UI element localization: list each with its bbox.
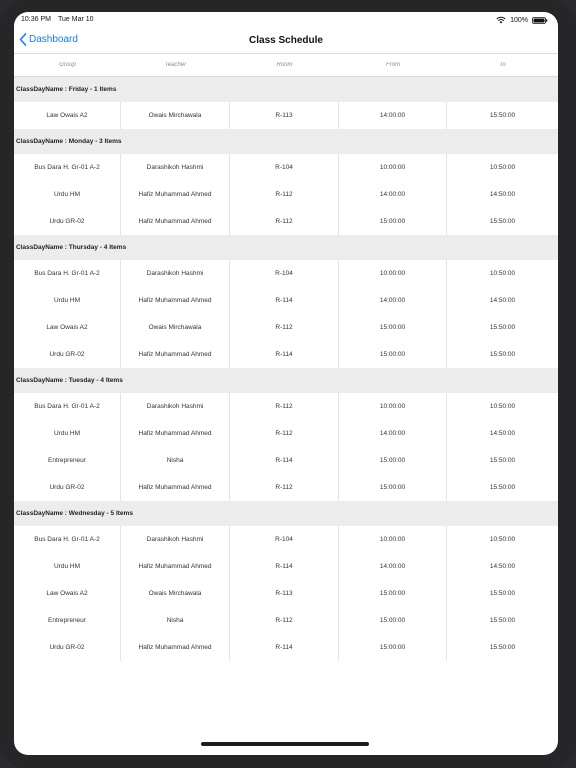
- cell-teacher: Darashikoh Hashmi: [121, 260, 230, 287]
- status-date: Tue Mar 10: [58, 16, 94, 23]
- cell-room: R-112: [230, 474, 339, 501]
- cell-group: Bus Dara H. Gr-01 A-2: [14, 260, 121, 287]
- screen: [14, 12, 558, 755]
- group-header[interactable]: ClassDayName : Monday - 3 Items: [14, 129, 558, 154]
- table-row[interactable]: [14, 526, 558, 553]
- cell-to: 14:50:00: [489, 191, 516, 198]
- cell-from: 15:00:00: [339, 314, 447, 341]
- cell-to: 10:50:00: [489, 270, 516, 277]
- cell-to: 15:50:00: [489, 351, 516, 358]
- table-row[interactable]: [14, 580, 558, 607]
- cell-from: 15:00:00: [339, 634, 447, 661]
- cell-to: 15:50:00: [489, 484, 516, 491]
- cell-teacher: Owais Mirchawala: [121, 314, 230, 341]
- cell-from: 15:00:00: [339, 208, 447, 235]
- cell-to: 14:50:00: [489, 297, 516, 304]
- back-button-label: Dashboard: [29, 34, 78, 45]
- cell-group: Entrepreneur: [14, 607, 121, 634]
- cell-teacher: Hafiz Muhammad Ahmed: [121, 181, 230, 208]
- cell-room: R-114: [230, 634, 339, 661]
- cell-to: 15:50:00: [489, 112, 516, 119]
- table-row[interactable]: [14, 208, 558, 235]
- cell-from: 14:00:00: [339, 553, 447, 580]
- cell-room: R-114: [230, 341, 339, 368]
- battery-icon: [532, 17, 548, 24]
- cell-from: 15:00:00: [339, 447, 447, 474]
- cell-room: R-112: [230, 314, 339, 341]
- cell-to: 14:50:00: [489, 563, 516, 570]
- cell-group: Law Owais A2: [14, 580, 121, 607]
- cell-group: Bus Dara H. Gr-01 A-2: [14, 526, 121, 553]
- cell-to: 15:50:00: [489, 644, 516, 651]
- group-header[interactable]: ClassDayName : Friday - 1 Items: [14, 77, 558, 102]
- cell-group: Bus Dara H. Gr-01 A-2: [14, 154, 121, 181]
- cell-from: 15:00:00: [339, 474, 447, 501]
- cell-from: 15:00:00: [339, 341, 447, 368]
- cell-group: Urdu HM: [14, 287, 121, 314]
- cell-group: Urdu HM: [14, 181, 121, 208]
- cell-teacher: Hafiz Muhammad Ahmed: [121, 208, 230, 235]
- navigation-bar: [14, 30, 558, 54]
- cell-group: Law Owais A2: [14, 314, 121, 341]
- table-header-row: [14, 54, 558, 77]
- cell-room: R-112: [230, 607, 339, 634]
- table-row[interactable]: [14, 341, 558, 368]
- cell-teacher: Hafiz Muhammad Ahmed: [121, 634, 230, 661]
- table-row[interactable]: [14, 420, 558, 447]
- cell-from: 10:00:00: [339, 154, 447, 181]
- table-row[interactable]: [14, 181, 558, 208]
- column-header-to[interactable]: To: [499, 62, 506, 68]
- cell-from: 14:00:00: [339, 287, 447, 314]
- table-row[interactable]: [14, 607, 558, 634]
- cell-room: R-114: [230, 447, 339, 474]
- cell-group: Urdu GR-02: [14, 341, 121, 368]
- status-indicators: [496, 16, 548, 24]
- cell-group: Urdu GR-02: [14, 208, 121, 235]
- cell-teacher: Hafiz Muhammad Ahmed: [121, 420, 230, 447]
- cell-to: 15:50:00: [489, 617, 516, 624]
- column-header-room[interactable]: Room: [276, 62, 293, 68]
- cell-group: Law Owais A2: [14, 102, 121, 129]
- cell-group: Entrepreneur: [14, 447, 121, 474]
- group-header[interactable]: ClassDayName : Wednesday - 5 Items: [14, 501, 558, 526]
- wifi-icon: [496, 16, 506, 24]
- column-header-teacher[interactable]: Teacher: [164, 62, 187, 68]
- cell-room: R-113: [230, 580, 339, 607]
- table-row[interactable]: [14, 474, 558, 501]
- cell-teacher: Hafiz Muhammad Ahmed: [121, 341, 230, 368]
- schedule-table: [14, 54, 558, 661]
- cell-from: 15:00:00: [339, 580, 447, 607]
- groups-container: [14, 77, 558, 661]
- cell-from: 14:00:00: [339, 102, 447, 129]
- cell-from: 10:00:00: [339, 526, 447, 553]
- table-row[interactable]: [14, 102, 558, 129]
- cell-group: Urdu HM: [14, 420, 121, 447]
- cell-room: R-104: [230, 526, 339, 553]
- cell-to: 10:50:00: [489, 164, 516, 171]
- cell-from: 10:00:00: [339, 393, 447, 420]
- cell-from: 10:00:00: [339, 260, 447, 287]
- home-indicator[interactable]: [201, 742, 369, 746]
- cell-room: R-114: [230, 553, 339, 580]
- cell-group: Urdu GR-02: [14, 634, 121, 661]
- table-row[interactable]: [14, 634, 558, 661]
- cell-from: 14:00:00: [339, 420, 447, 447]
- cell-room: R-104: [230, 260, 339, 287]
- battery-percent: 100%: [510, 16, 528, 24]
- cell-teacher: Owais Mirchawala: [121, 580, 230, 607]
- cell-room: R-104: [230, 154, 339, 181]
- table-row[interactable]: [14, 393, 558, 420]
- cell-from: 15:00:00: [339, 607, 447, 634]
- table-row[interactable]: [14, 553, 558, 580]
- table-row[interactable]: [14, 260, 558, 287]
- page-title: Class Schedule: [249, 35, 323, 46]
- column-header-from[interactable]: From: [386, 62, 400, 68]
- status-time: 10:36 PM: [21, 16, 51, 23]
- cell-room: R-112: [230, 181, 339, 208]
- column-header-group[interactable]: Group: [59, 62, 76, 68]
- cell-to: 15:50:00: [489, 218, 516, 225]
- cell-teacher: Hafiz Muhammad Ahmed: [121, 287, 230, 314]
- cell-teacher: Nisha: [121, 447, 230, 474]
- table-row[interactable]: [14, 287, 558, 314]
- cell-room: R-112: [230, 393, 339, 420]
- cell-to: 15:50:00: [489, 324, 516, 331]
- table-row[interactable]: [14, 314, 558, 341]
- cell-teacher: Nisha: [121, 607, 230, 634]
- cell-to: 10:50:00: [489, 403, 516, 410]
- cell-to: 15:50:00: [489, 457, 516, 464]
- cell-group: Urdu HM: [14, 553, 121, 580]
- table-row[interactable]: [14, 447, 558, 474]
- cell-to: 10:50:00: [489, 536, 516, 543]
- status-bar: [14, 12, 558, 30]
- cell-from: 14:00:00: [339, 181, 447, 208]
- cell-teacher: Darashikoh Hashmi: [121, 526, 230, 553]
- table-row[interactable]: [14, 154, 558, 181]
- cell-teacher: Hafiz Muhammad Ahmed: [121, 474, 230, 501]
- cell-room: R-113: [230, 102, 339, 129]
- group-header[interactable]: ClassDayName : Thursday - 4 Items: [14, 235, 558, 260]
- cell-group: Bus Dara H. Gr-01 A-2: [14, 393, 121, 420]
- cell-to: 14:50:00: [489, 430, 516, 437]
- cell-room: R-112: [230, 208, 339, 235]
- cell-teacher: Darashikoh Hashmi: [121, 154, 230, 181]
- cell-room: R-114: [230, 287, 339, 314]
- cell-room: R-112: [230, 420, 339, 447]
- cell-group: Urdu GR-02: [14, 474, 121, 501]
- cell-to: 15:50:00: [489, 590, 516, 597]
- cell-teacher: Darashikoh Hashmi: [121, 393, 230, 420]
- cell-teacher: Hafiz Muhammad Ahmed: [121, 553, 230, 580]
- cell-teacher: Owais Mirchawala: [121, 102, 230, 129]
- group-header[interactable]: ClassDayName : Tuesday - 4 Items: [14, 368, 558, 393]
